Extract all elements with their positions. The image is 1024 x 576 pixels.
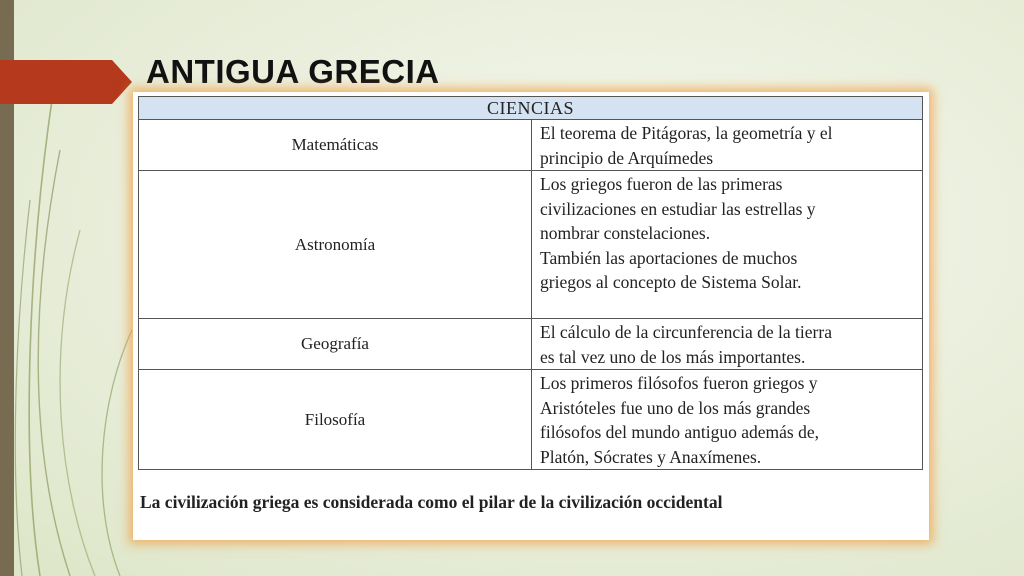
- description-line: Platón, Sócrates y Anaxímenes.: [540, 446, 762, 467]
- table-row-matematicas: [139, 120, 923, 171]
- description-line: es tal vez uno de los más importantes.: [540, 346, 806, 367]
- description-line: El cálculo de la circunferencia de la tierra: [540, 322, 832, 342]
- sciences-table: [138, 96, 923, 470]
- description-cell: [532, 120, 923, 171]
- description-cell: [532, 319, 923, 370]
- subject-cell: Filosofía: [139, 370, 532, 470]
- table-row-geografia: [139, 319, 923, 370]
- table-row-astronomia: [139, 171, 923, 319]
- table-row-filosofia: [139, 370, 923, 470]
- description-line: También las aportaciones de muchos: [540, 247, 798, 268]
- subject-cell: Astronomía: [139, 171, 532, 319]
- subject-cell: Matemáticas: [139, 120, 532, 171]
- description-line: principio de Arquímedes: [540, 147, 714, 168]
- description-line: Los griegos fueron de las primeras: [540, 174, 783, 194]
- description-line: El teorema de Pitágoras, la geometría y el: [540, 123, 833, 143]
- table-header-ciencias: CIENCIAS: [139, 97, 923, 120]
- description-line: Aristóteles fue uno de los más grandes: [540, 397, 811, 418]
- description-line: nombrar constelaciones.: [540, 223, 711, 243]
- subject-cell: Geografía: [139, 319, 532, 370]
- table-header-row: [139, 97, 923, 120]
- description-line: Los primeros filósofos fueron griegos y: [540, 373, 818, 393]
- description-line: filósofos del mundo antiguo además de,: [540, 422, 819, 442]
- description-cell: [532, 370, 923, 470]
- title-arrow-banner: [0, 60, 132, 104]
- table-image-frame: [133, 92, 929, 540]
- description-line: griegos al concepto de Sistema Solar.: [540, 272, 802, 292]
- conclusion-text: La civilización griega es considerada como el pilar de la civilización occidental: [140, 492, 723, 512]
- description-cell: [532, 171, 923, 319]
- description-line: civilizaciones en estudiar las estrellas y: [540, 198, 816, 219]
- slide-title: ANTIGUA GRECIA: [146, 53, 440, 90]
